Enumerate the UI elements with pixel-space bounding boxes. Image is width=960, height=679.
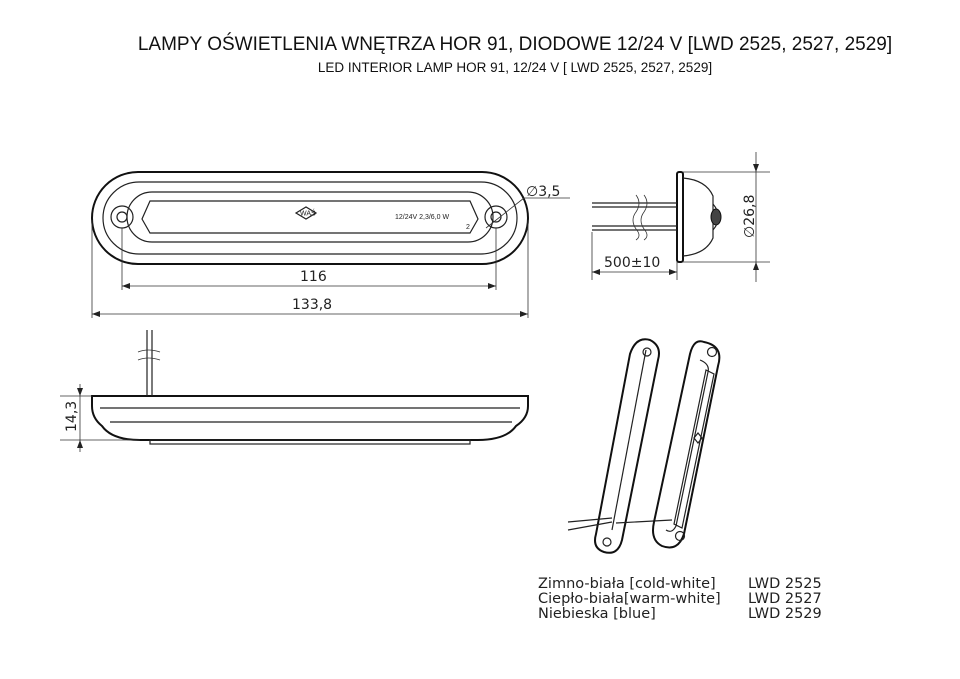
side-view — [592, 152, 770, 282]
variant-row: Niebieska [blue] LWD 2529 — [538, 606, 822, 622]
side-base-plate — [677, 172, 683, 262]
isometric-views — [568, 339, 719, 553]
mounting-hole-right — [485, 206, 507, 228]
dim-side-diameter: ∅26,8 — [742, 194, 758, 238]
elevation-view — [60, 330, 528, 452]
lamp-inner-outline — [103, 182, 517, 254]
variant-row: Ciepło-biała[warm-white] LWD 2527 — [538, 591, 822, 607]
elevation-body — [92, 396, 528, 440]
dim-cable-length: 500±10 — [604, 255, 661, 271]
side-body — [683, 178, 713, 256]
dim-hole-diameter: ∅3,5 — [526, 184, 561, 200]
variants-legend — [538, 577, 822, 622]
dim-height: 14,3 — [64, 400, 80, 432]
lamp-outer-outline — [92, 172, 528, 264]
mounting-hole-left — [111, 206, 133, 228]
title-polish: LAMPY OŚWIETLENIA WNĘTRZA HOR 91, DIODOWE 12/24 V [LWD 2525, 2527, 2529] — [137, 34, 893, 55]
side-lens — [711, 209, 721, 225]
lamp-mark: 2 — [466, 224, 470, 231]
svg-text:WAŚ: WAŚ — [300, 210, 316, 218]
dim-overall-length: 133,8 — [292, 297, 333, 313]
dim-hole-spacing: 116 — [300, 269, 327, 285]
title-english: LED INTERIOR LAMP HOR 91, 12/24 V [ LWD 2525, 2527, 2529] — [317, 60, 713, 75]
variant-row: Zimno-biała [cold-white] LWD 2525 — [538, 576, 822, 592]
lamp-rating-label: 12/24V 2,3/6,0 W — [395, 214, 450, 221]
logo-icon — [296, 207, 316, 219]
top-view — [92, 172, 570, 318]
